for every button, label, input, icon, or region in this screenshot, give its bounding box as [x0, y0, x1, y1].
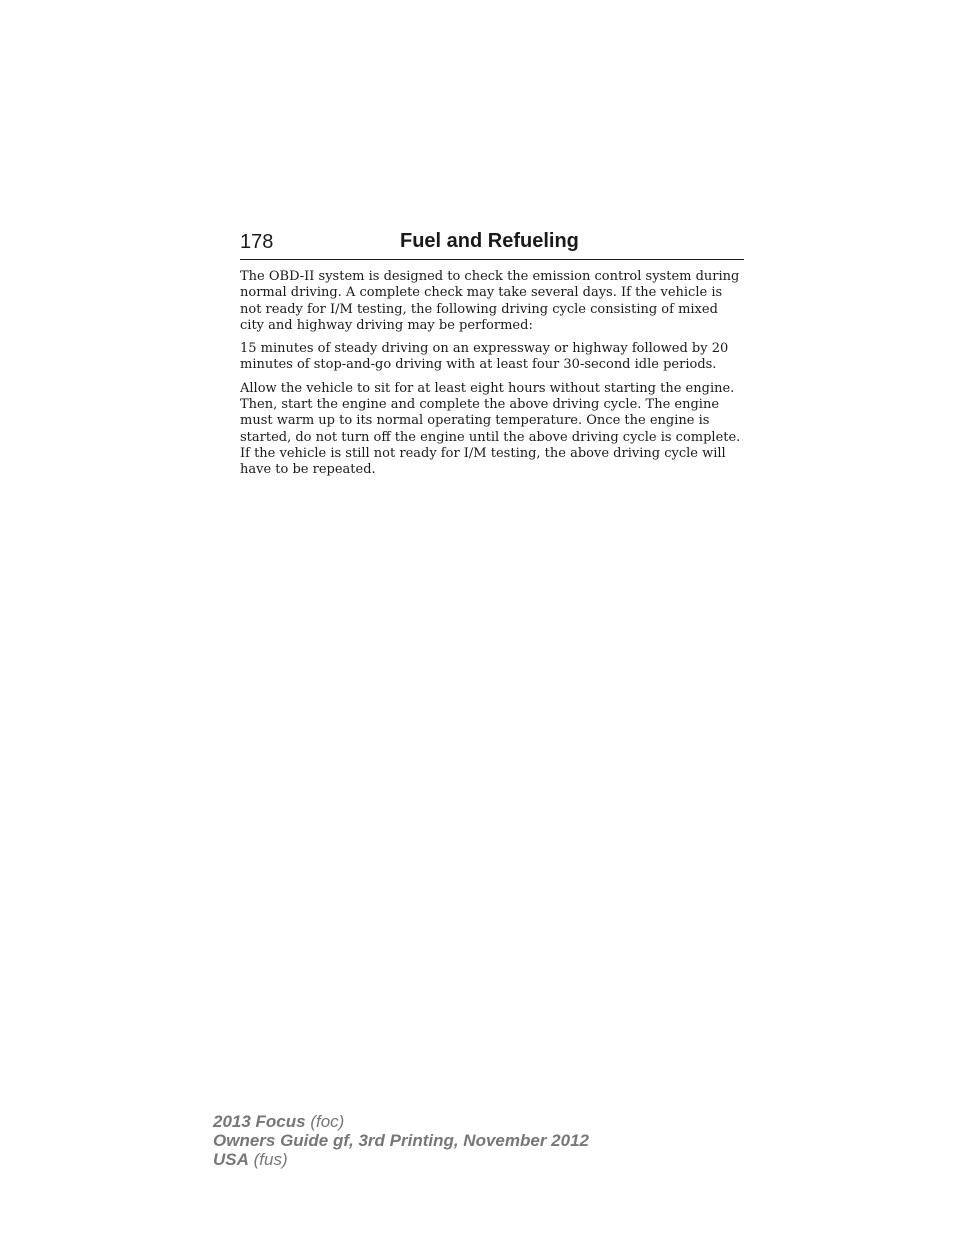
paragraph-obd-system: The OBD-II system is designed to check the emission control system during normal driving. A complete check may take several days. If the vehicle is not ready for I/M testing, the following driving cycle consisting of mixed city and highway driving may be performed:: [240, 269, 740, 333]
paragraph-driving-cycle: 15 minutes of steady driving on an expressway or highway followed by 20 minutes of stop-and-go driving with at least four 30-second idle periods.: [240, 341, 729, 373]
page-header: [240, 228, 744, 260]
section-title: Fuel and Refueling: [400, 230, 579, 252]
page-footer: [213, 1112, 813, 1169]
footer-line-model: [213, 1112, 813, 1131]
footer-model-code: (foc): [305, 1112, 345, 1131]
paragraph-instructions: Allow the vehicle to sit for at least eight hours without starting the engine. Then, start the engine and complete the above driving cycle. The engine must warm up to its normal operating temperature. Once the engine is started, do not turn off the engine until the above driving cycle is complete. If the vehicle is still not ready for I/M testing, the above driving cycle will have to be repeated.: [240, 380, 741, 478]
footer-guide-edition: Owners Guide gf, 3rd Printing, November 2012: [213, 1131, 589, 1150]
footer-model: 2013 Focus: [213, 1112, 306, 1131]
footer-line-guide: [213, 1131, 813, 1150]
footer-line-market: [213, 1150, 813, 1169]
page-number: 178: [240, 231, 274, 253]
body-text: [240, 269, 744, 486]
footer-market: USA: [213, 1150, 249, 1169]
footer-market-code: (fus): [248, 1150, 288, 1169]
